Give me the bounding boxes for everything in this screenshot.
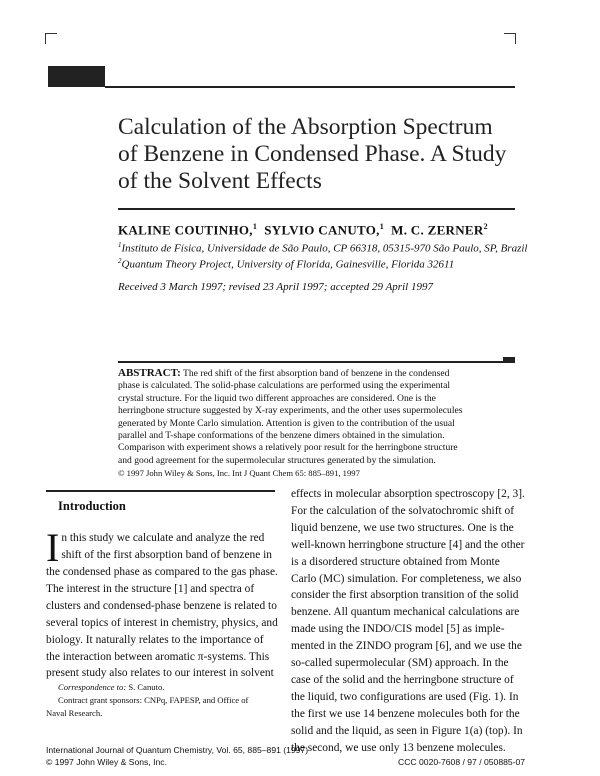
- author: M. C. ZERNER: [391, 222, 484, 238]
- text-line: clusters and condensed-phase benzene is related to: [46, 599, 277, 612]
- crop-mark: [45, 33, 46, 44]
- footer-ccc: CCC 0020-7608 / 97 / 050885-07: [398, 757, 526, 767]
- fn-text: S. Canuto.: [126, 682, 165, 692]
- fn-label: Correspondence to:: [58, 682, 127, 692]
- abstract-line: phase is calculated. The solid-phase calculations are performed using the experimental: [118, 380, 451, 392]
- footnote-grant: Contract grant sponsors: CNPq, FAPESP, and Office of: [58, 695, 249, 705]
- text-line: The interest in the structure [1] and spectra of: [46, 582, 255, 595]
- author: KALINE COUTINHO,: [118, 222, 253, 238]
- abstract: [118, 367, 462, 480]
- text-line: case of the solid and the herringbone structure of: [291, 673, 514, 686]
- text-line: solid and the liquid, as seen in Figure 1(a) (top). In: [291, 724, 523, 737]
- text-line: shift of the first absorption band of benzene in: [61, 548, 272, 561]
- text-line: the condensed phase as compared to the gas phase.: [46, 566, 278, 578]
- abstract-line: parallel and T-shape conformations of the benzene dimers obtained in the simulation.: [118, 430, 445, 442]
- aff-sup: 1: [118, 241, 122, 249]
- abstract-line: Comparison with experiment shows a relatively poor result for the herringbone structure: [118, 442, 458, 454]
- abstract-line: generated by Monte Carlo simulation. Attention is given to the contribution of the usual: [118, 417, 455, 429]
- author: SYLVIO CANUTO,: [264, 222, 380, 238]
- text-line: mented in the ZINDO program [6], and we use the: [291, 640, 522, 653]
- text-line: For the calculation of the solvatochromic shift of: [291, 504, 515, 517]
- abstract-copyright: © 1997 John Wiley & Sons, Inc. Int J Quant Chem 65: 885–891, 1997: [118, 468, 360, 479]
- author-sup: 1: [379, 222, 385, 231]
- title-rule: [118, 208, 515, 210]
- drop-cap: I: [46, 525, 60, 570]
- right-column: [291, 486, 525, 757]
- crop-mark: [504, 33, 516, 34]
- text-line: liquid benzene, we use two structures. One is the: [291, 521, 514, 534]
- text-line: well-known herringbone structure [4] and the other: [291, 538, 525, 551]
- abstract-line: herringbone structure suggested by X-ray experiments, and the other uses supermolecules: [118, 405, 463, 417]
- aff-text: Quantum Theory Project, University of Florida, Gainesville, Florida 32611: [121, 258, 455, 271]
- affiliation: [118, 257, 454, 271]
- abstract-label: ABSTRACT:: [118, 367, 181, 379]
- abstract-marker: [503, 357, 515, 363]
- aff-text: Instituto de Física, Universidade de São Paulo, CP 66318, 05315-970 São Paulo, SP, Brazil: [121, 242, 528, 255]
- paper-title: [118, 114, 506, 195]
- text-line: the second, we use only 13 benzene molecules.: [291, 741, 506, 754]
- left-column: [46, 525, 278, 682]
- text-line: consider the first absorption transition of the solid: [291, 589, 519, 602]
- crop-mark: [515, 33, 516, 44]
- received-dates: Received 3 March 1997; revised 23 April 1997; accepted 29 April 1997: [118, 281, 433, 293]
- text-line: effects in molecular absorption spectroscopy [2, 3].: [291, 488, 525, 500]
- text-line: is a disordered structure obtained from Monte: [291, 555, 500, 568]
- text-line: the first we use 14 benzene molecules both for the: [291, 707, 520, 720]
- authors: [118, 222, 488, 238]
- section-rule: [46, 490, 275, 492]
- header-block: [48, 66, 105, 87]
- author-sup: 2: [483, 222, 488, 231]
- text-line: present study also relates to our interest in solvent: [46, 667, 274, 680]
- footer-journal: International Journal of Quantum Chemistry, Vol. 65, 885–891 (1997): [46, 745, 309, 755]
- title-line: of Benzene in Condensed Phase. A Study: [118, 141, 507, 167]
- text-line: the liquid, two configurations are used (Fig. 1). In: [291, 690, 519, 703]
- footnote-correspondence: [58, 681, 164, 694]
- aff-sup: 2: [118, 257, 122, 265]
- footnote-grant: Naval Research.: [46, 708, 103, 718]
- text-line: the interaction between aromatic π-systems. This: [46, 650, 270, 663]
- text-line: n this study we calculate and analyze the red: [61, 532, 265, 544]
- section-heading: Introduction: [58, 499, 126, 513]
- text-line: Carlo (MC) simulation. For completeness, we also: [291, 572, 522, 585]
- title-line: Calculation of the Absorption Spectrum: [118, 114, 493, 140]
- text-line: biology. It naturally relates to the importance of: [46, 633, 264, 646]
- abstract-line: The red shift of the first absorption band of benzene in the condensed: [183, 368, 450, 379]
- author-sup: 1: [252, 222, 258, 231]
- affiliation: [118, 241, 527, 255]
- text-line: so-called supermolecular (SM) approach. In the: [291, 657, 509, 670]
- crop-mark: [45, 33, 57, 34]
- header-rule: [105, 86, 515, 88]
- footer-copyright: © 1997 John Wiley & Sons, Inc.: [46, 757, 167, 767]
- abstract-line: and good agreement for the supermolecular structures generated by the simulation.: [118, 454, 436, 466]
- text-line: several topics of interest in chemistry, physics, and: [46, 616, 278, 629]
- abstract-line: crystal structure. For the liquid two different approaches are considered. One is the: [118, 392, 436, 404]
- text-line: made using the INDO/CIS model [5] as imple-: [291, 623, 505, 636]
- text-line: benzene. All quantum mechanical calculations are: [291, 606, 520, 619]
- abstract-rule: [118, 361, 515, 363]
- title-line: of the Solvent Effects: [118, 168, 322, 194]
